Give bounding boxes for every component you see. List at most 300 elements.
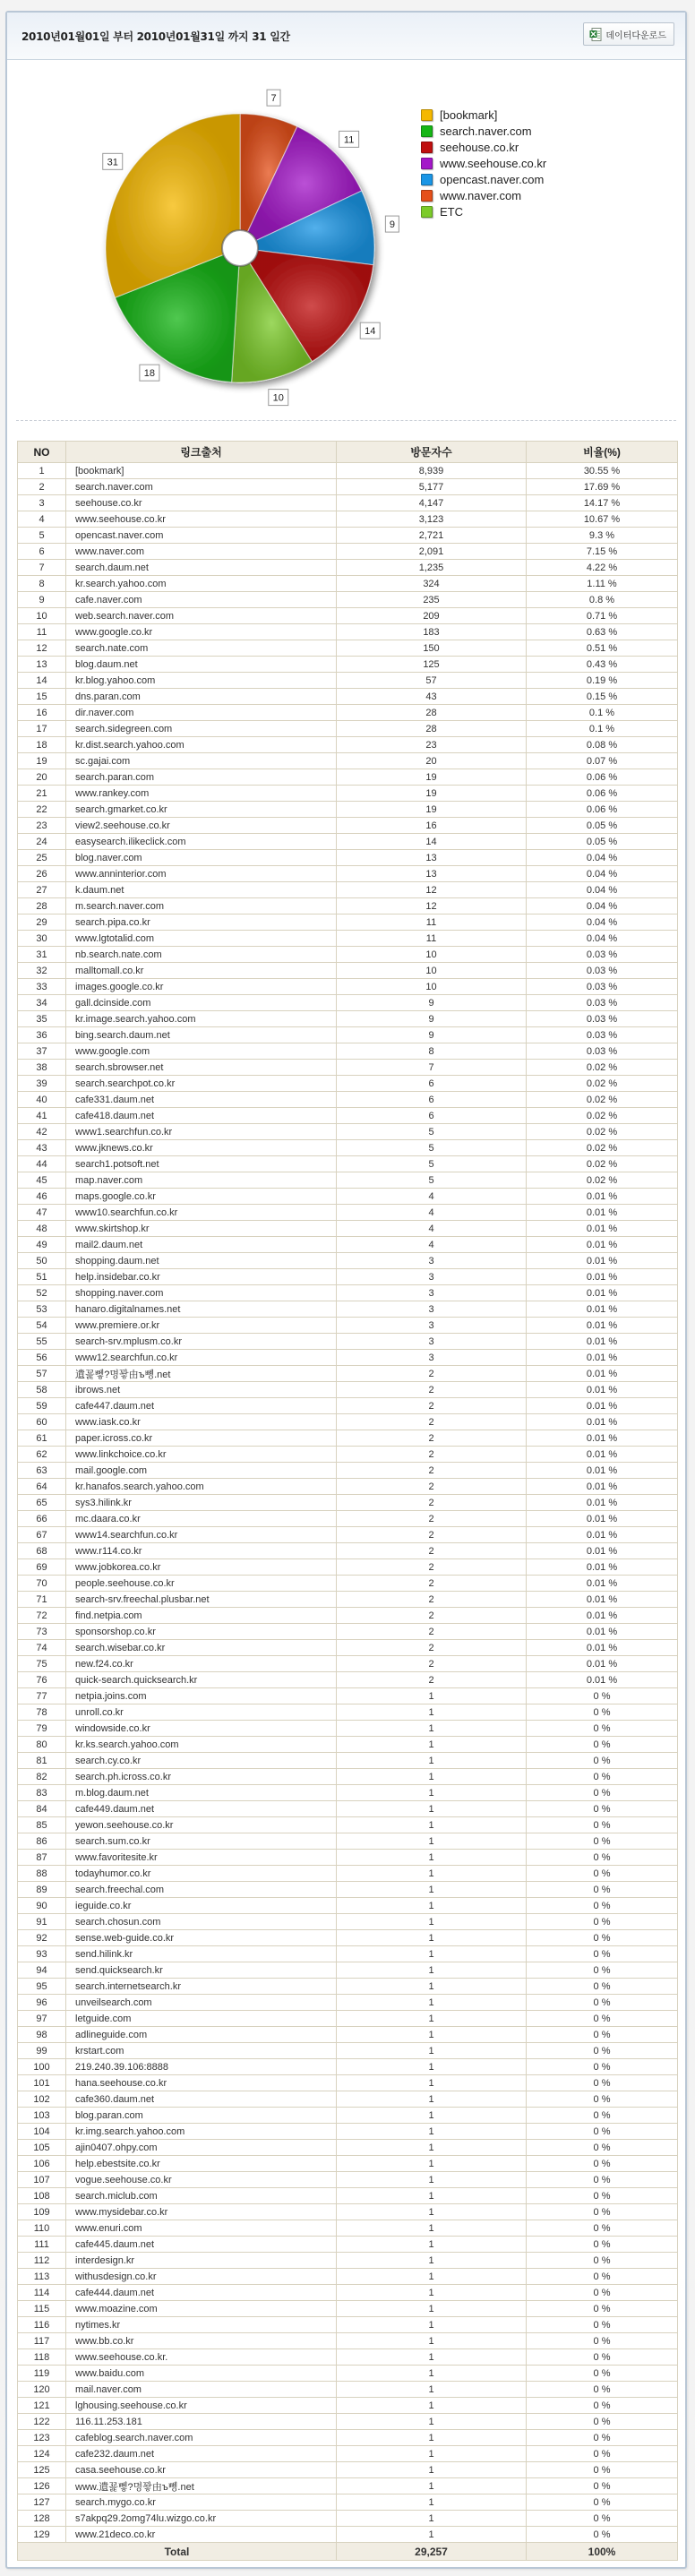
row-ratio: 0 % [527, 2462, 678, 2478]
row-no: 69 [18, 1559, 66, 1576]
row-source: withusdesign.co.kr [66, 2269, 337, 2285]
row-source: search.pipa.co.kr [66, 914, 337, 931]
row-source: bing.search.daum.net [66, 1027, 337, 1043]
row-visitors: 2 [337, 1592, 527, 1608]
table-row [18, 1995, 678, 2011]
row-no: 47 [18, 1205, 66, 1221]
row-no: 108 [18, 2188, 66, 2204]
table-row [18, 850, 678, 866]
pie-value-text: 9 [389, 219, 395, 231]
row-source: search.naver.com [66, 479, 337, 495]
table-row [18, 1366, 678, 1382]
row-ratio: 0.01 % [527, 1543, 678, 1559]
row-source: mc.daara.co.kr [66, 1511, 337, 1527]
row-ratio: 0 % [527, 2253, 678, 2269]
row-visitors: 2 [337, 1624, 527, 1640]
row-source: kr.search.yahoo.com [66, 576, 337, 592]
row-visitors: 4 [337, 1221, 527, 1237]
row-visitors: 6 [337, 1092, 527, 1108]
row-ratio: 0.1 % [527, 705, 678, 721]
row-no: 72 [18, 1608, 66, 1624]
table-row [18, 1833, 678, 1850]
table-row [18, 673, 678, 689]
row-ratio: 0.03 % [527, 1043, 678, 1060]
row-source: sense.web-guide.co.kr [66, 1930, 337, 1946]
row-no: 71 [18, 1592, 66, 1608]
row-source: search.sum.co.kr [66, 1833, 337, 1850]
row-no: 125 [18, 2462, 66, 2478]
row-source: search.mygo.co.kr [66, 2494, 337, 2511]
row-ratio: 0 % [527, 2220, 678, 2237]
table-row [18, 866, 678, 882]
row-source: casa.seehouse.co.kr [66, 2462, 337, 2478]
report-panel [5, 11, 687, 2569]
row-ratio: 0.01 % [527, 1318, 678, 1334]
legend-item [421, 107, 546, 123]
row-source: www10.searchfun.co.kr [66, 1205, 337, 1221]
row-ratio: 0.51 % [527, 640, 678, 657]
table-row [18, 2494, 678, 2511]
table-row [18, 1092, 678, 1108]
row-visitors: 1 [337, 2462, 527, 2478]
row-visitors: 1 [337, 2301, 527, 2317]
row-no: 78 [18, 1704, 66, 1721]
table-row [18, 1043, 678, 1060]
row-visitors: 19 [337, 786, 527, 802]
table-row [18, 1882, 678, 1898]
table-row [18, 2204, 678, 2220]
table-row [18, 769, 678, 786]
total-row [18, 2543, 678, 2561]
data-download-button[interactable] [583, 22, 674, 46]
row-ratio: 0.02 % [527, 1140, 678, 1156]
row-ratio: 0 % [527, 2301, 678, 2317]
row-source: send.quicksearch.kr [66, 1962, 337, 1979]
table-header-row [18, 442, 678, 463]
row-ratio: 0 % [527, 2414, 678, 2430]
row-visitors: 20 [337, 753, 527, 769]
row-visitors: 1 [337, 1785, 527, 1801]
row-source: cafe331.daum.net [66, 1092, 337, 1108]
row-source: search.ph.icross.co.kr [66, 1769, 337, 1785]
row-no: 54 [18, 1318, 66, 1334]
row-ratio: 0 % [527, 2446, 678, 2462]
row-visitors: 1 [337, 2156, 527, 2172]
row-visitors: 1 [337, 1850, 527, 1866]
row-ratio: 0.01 % [527, 1592, 678, 1608]
row-source: k.daum.net [66, 882, 337, 898]
table-row [18, 1156, 678, 1172]
row-no: 35 [18, 1011, 66, 1027]
row-visitors: 1 [337, 2108, 527, 2124]
row-ratio: 0 % [527, 2494, 678, 2511]
row-ratio: 0.02 % [527, 1172, 678, 1189]
row-source: shopping.daum.net [66, 1253, 337, 1269]
row-visitors: 10 [337, 947, 527, 963]
row-visitors: 1 [337, 2414, 527, 2430]
row-ratio: 0.15 % [527, 689, 678, 705]
row-visitors: 1 [337, 2091, 527, 2108]
row-source: windowside.co.kr [66, 1721, 337, 1737]
row-source: www.moazine.com [66, 2301, 337, 2317]
row-ratio: 0.01 % [527, 1382, 678, 1398]
table-row [18, 689, 678, 705]
table-row [18, 737, 678, 753]
table-row [18, 1737, 678, 1753]
row-source: hana.seehouse.co.kr [66, 2075, 337, 2091]
table-row [18, 1350, 678, 1366]
legend-item [421, 203, 546, 219]
row-visitors: 3 [337, 1350, 527, 1366]
row-no: 58 [18, 1382, 66, 1398]
row-visitors: 1 [337, 2527, 527, 2543]
row-ratio: 0.01 % [527, 1527, 678, 1543]
table-row [18, 2285, 678, 2301]
row-no: 99 [18, 2043, 66, 2059]
row-no: 37 [18, 1043, 66, 1060]
row-no: 110 [18, 2220, 66, 2237]
row-ratio: 0 % [527, 1737, 678, 1753]
row-no: 94 [18, 1962, 66, 1979]
row-visitors: 1 [337, 2478, 527, 2494]
table-row [18, 1060, 678, 1076]
row-ratio: 0 % [527, 2027, 678, 2043]
row-source: people.seehouse.co.kr [66, 1576, 337, 1592]
table-row [18, 608, 678, 624]
row-no: 61 [18, 1430, 66, 1447]
row-visitors: 1 [337, 1801, 527, 1817]
row-ratio: 0 % [527, 1979, 678, 1995]
row-no: 111 [18, 2237, 66, 2253]
table-row [18, 914, 678, 931]
legend-label: [bookmark] [440, 107, 498, 122]
pie-value-label [339, 131, 359, 147]
row-no: 123 [18, 2430, 66, 2446]
row-no: 34 [18, 995, 66, 1011]
row-visitors: 1 [337, 2124, 527, 2140]
table-row [18, 2269, 678, 2285]
row-visitors: 3 [337, 1334, 527, 1350]
row-source: search.wisebar.co.kr [66, 1640, 337, 1656]
table-row [18, 2382, 678, 2398]
row-ratio: 0.01 % [527, 1350, 678, 1366]
section-divider [16, 420, 676, 421]
row-no: 68 [18, 1543, 66, 1559]
row-ratio: 0 % [527, 2237, 678, 2253]
row-source: ibrows.net [66, 1382, 337, 1398]
row-ratio: 0 % [527, 1704, 678, 1721]
row-no: 66 [18, 1511, 66, 1527]
table-row [18, 753, 678, 769]
row-source: cafe418.daum.net [66, 1108, 337, 1124]
table-row [18, 1850, 678, 1866]
row-ratio: 0 % [527, 1914, 678, 1930]
row-visitors: 1 [337, 2075, 527, 2091]
row-visitors: 14 [337, 834, 527, 850]
table-row [18, 2027, 678, 2043]
table-row [18, 2237, 678, 2253]
table-row [18, 1285, 678, 1301]
row-ratio: 0.01 % [527, 1205, 678, 1221]
row-no: 48 [18, 1221, 66, 1237]
row-source: ieguide.co.kr [66, 1898, 337, 1914]
table-row [18, 2478, 678, 2494]
row-ratio: 0 % [527, 1850, 678, 1866]
row-visitors: 2 [337, 1527, 527, 1543]
row-visitors: 3 [337, 1269, 527, 1285]
row-source: 遺꾩뼇?명꽣由ъ뼹.net [66, 1366, 337, 1382]
col-header-source: 링크출처 [66, 442, 337, 463]
row-source: sponsorshop.co.kr [66, 1624, 337, 1640]
table-row [18, 1205, 678, 1221]
row-no: 13 [18, 657, 66, 673]
row-visitors: 1 [337, 2027, 527, 2043]
row-no: 65 [18, 1495, 66, 1511]
row-visitors: 19 [337, 769, 527, 786]
table-row [18, 1430, 678, 1447]
table-row [18, 1930, 678, 1946]
row-ratio: 0.01 % [527, 1253, 678, 1269]
row-ratio: 0.04 % [527, 931, 678, 947]
table-row [18, 1318, 678, 1334]
row-visitors: 1 [337, 2317, 527, 2333]
table-row [18, 1301, 678, 1318]
row-visitors: 43 [337, 689, 527, 705]
row-ratio: 0.08 % [527, 737, 678, 753]
row-visitors: 1 [337, 2204, 527, 2220]
row-source: www.21deco.co.kr [66, 2527, 337, 2543]
table-row [18, 818, 678, 834]
row-ratio: 0 % [527, 1688, 678, 1704]
row-visitors: 1 [337, 2253, 527, 2269]
row-no: 55 [18, 1334, 66, 1350]
row-source: kr.blog.yahoo.com [66, 673, 337, 689]
row-ratio: 0 % [527, 1866, 678, 1882]
row-source: s7akpq29.2omg74lu.wizgo.co.kr [66, 2511, 337, 2527]
row-source: lghousing.seehouse.co.kr [66, 2398, 337, 2414]
row-no: 3 [18, 495, 66, 511]
pie-chart [7, 60, 685, 409]
row-ratio: 0 % [527, 1930, 678, 1946]
row-ratio: 0 % [527, 1817, 678, 1833]
row-source: find.netpia.com [66, 1608, 337, 1624]
row-no: 112 [18, 2253, 66, 2269]
row-visitors: 13 [337, 866, 527, 882]
row-visitors: 235 [337, 592, 527, 608]
row-ratio: 0.1 % [527, 721, 678, 737]
table-row [18, 1785, 678, 1801]
row-no: 93 [18, 1946, 66, 1962]
row-source: search.searchpot.co.kr [66, 1076, 337, 1092]
row-no: 118 [18, 2349, 66, 2366]
row-ratio: 0.63 % [527, 624, 678, 640]
row-no: 88 [18, 1866, 66, 1882]
row-ratio: 0.02 % [527, 1076, 678, 1092]
row-ratio: 0 % [527, 1785, 678, 1801]
row-visitors: 1 [337, 1995, 527, 2011]
row-ratio: 0 % [527, 2124, 678, 2140]
pie-value-label [269, 390, 288, 406]
row-no: 40 [18, 1092, 66, 1108]
table-row [18, 1172, 678, 1189]
row-visitors: 1 [337, 1946, 527, 1962]
legend-swatch [421, 109, 433, 121]
row-visitors: 1 [337, 1914, 527, 1930]
row-ratio: 0.02 % [527, 1092, 678, 1108]
row-source: view2.seehouse.co.kr [66, 818, 337, 834]
row-no: 106 [18, 2156, 66, 2172]
row-ratio: 0.01 % [527, 1221, 678, 1237]
row-ratio: 7.15 % [527, 544, 678, 560]
table-row [18, 1898, 678, 1914]
row-ratio: 0.01 % [527, 1285, 678, 1301]
table-row [18, 1463, 678, 1479]
row-visitors: 2 [337, 1543, 527, 1559]
row-no: 32 [18, 963, 66, 979]
row-no: 41 [18, 1108, 66, 1124]
row-source: 219.240.39.106:8888 [66, 2059, 337, 2075]
table-row [18, 1382, 678, 1398]
row-ratio: 0.02 % [527, 1060, 678, 1076]
data-download-label: 데이터다운로드 [605, 30, 666, 41]
row-visitors: 9 [337, 995, 527, 1011]
table-row [18, 1672, 678, 1688]
row-source: cafeblog.search.naver.com [66, 2430, 337, 2446]
row-ratio: 0.05 % [527, 834, 678, 850]
row-ratio: 17.69 % [527, 479, 678, 495]
row-visitors: 3 [337, 1253, 527, 1269]
row-visitors: 183 [337, 624, 527, 640]
row-source: nb.search.nate.com [66, 947, 337, 963]
row-ratio: 0.03 % [527, 963, 678, 979]
table-row [18, 1108, 678, 1124]
row-source: cafe449.daum.net [66, 1801, 337, 1817]
legend-item [421, 139, 546, 155]
row-visitors: 150 [337, 640, 527, 657]
row-ratio: 0.01 % [527, 1414, 678, 1430]
row-no: 4 [18, 511, 66, 528]
row-source: www.anninterior.com [66, 866, 337, 882]
row-ratio: 0 % [527, 2527, 678, 2543]
row-no: 7 [18, 560, 66, 576]
table-row [18, 2108, 678, 2124]
row-ratio: 0.01 % [527, 1624, 678, 1640]
row-ratio: 0 % [527, 2075, 678, 2091]
table-row [18, 2075, 678, 2091]
row-source: cafe.naver.com [66, 592, 337, 608]
row-ratio: 0 % [527, 1753, 678, 1769]
table-row [18, 834, 678, 850]
row-source: kr.image.search.yahoo.com [66, 1011, 337, 1027]
row-visitors: 1 [337, 2333, 527, 2349]
row-no: 29 [18, 914, 66, 931]
row-no: 33 [18, 979, 66, 995]
row-ratio: 0 % [527, 2011, 678, 2027]
row-no: 1 [18, 463, 66, 479]
table-row [18, 1688, 678, 1704]
table-row [18, 2301, 678, 2317]
row-ratio: 0.04 % [527, 850, 678, 866]
pie-chart-area [7, 60, 685, 409]
row-visitors: 1 [337, 2220, 527, 2237]
row-source: help.insidebar.co.kr [66, 1269, 337, 1285]
row-no: 86 [18, 1833, 66, 1850]
row-no: 36 [18, 1027, 66, 1043]
table-row [18, 1414, 678, 1430]
row-source: letguide.com [66, 2011, 337, 2027]
row-no: 18 [18, 737, 66, 753]
row-no: 38 [18, 1060, 66, 1076]
table-row [18, 1769, 678, 1785]
pie-value-text: 31 [107, 157, 118, 168]
table-row [18, 2253, 678, 2269]
pie-value-text: 10 [272, 392, 284, 404]
row-ratio: 0 % [527, 1833, 678, 1850]
col-header-ratio: 비율(%) [527, 442, 678, 463]
row-source: m.search.naver.com [66, 898, 337, 914]
row-source: search.nate.com [66, 640, 337, 657]
table-row [18, 1269, 678, 1285]
pie-value-label [385, 216, 399, 232]
table-row [18, 657, 678, 673]
table-row [18, 2140, 678, 2156]
row-no: 92 [18, 1930, 66, 1946]
row-source: search.daum.net [66, 560, 337, 576]
legend-swatch [421, 174, 433, 185]
row-ratio: 0.04 % [527, 882, 678, 898]
row-source: maps.google.co.kr [66, 1189, 337, 1205]
row-no: 12 [18, 640, 66, 657]
row-source: unroll.co.kr [66, 1704, 337, 1721]
row-no: 43 [18, 1140, 66, 1156]
row-visitors: 2,091 [337, 544, 527, 560]
row-source: mail2.daum.net [66, 1237, 337, 1253]
row-ratio: 0.03 % [527, 1027, 678, 1043]
row-no: 24 [18, 834, 66, 850]
row-visitors: 2 [337, 1576, 527, 1592]
row-no: 63 [18, 1463, 66, 1479]
row-source: www.mysidebar.co.kr [66, 2204, 337, 2220]
row-source: search.cy.co.kr [66, 1753, 337, 1769]
row-ratio: 0.03 % [527, 947, 678, 963]
table-row [18, 947, 678, 963]
row-visitors: 1 [337, 1817, 527, 1833]
row-ratio: 0 % [527, 1946, 678, 1962]
row-no: 96 [18, 1995, 66, 2011]
row-source: search.miclub.com [66, 2188, 337, 2204]
row-no: 28 [18, 898, 66, 914]
row-visitors: 2 [337, 1511, 527, 1527]
table-row [18, 705, 678, 721]
table-row [18, 1447, 678, 1463]
row-ratio: 0.03 % [527, 979, 678, 995]
row-visitors: 1 [337, 2494, 527, 2511]
row-no: 6 [18, 544, 66, 560]
referrer-table [17, 441, 678, 2561]
table-row [18, 1866, 678, 1882]
row-source: search.chosun.com [66, 1914, 337, 1930]
legend-label: ETC [440, 204, 463, 219]
row-ratio: 0.01 % [527, 1463, 678, 1479]
row-no: 87 [18, 1850, 66, 1866]
table-row [18, 1608, 678, 1624]
pie-value-label [360, 322, 380, 339]
row-source: send.hilink.kr [66, 1946, 337, 1962]
legend-label: seehouse.co.kr [440, 140, 519, 154]
table-row [18, 1576, 678, 1592]
row-ratio: 30.55 % [527, 463, 678, 479]
table-row [18, 2349, 678, 2366]
